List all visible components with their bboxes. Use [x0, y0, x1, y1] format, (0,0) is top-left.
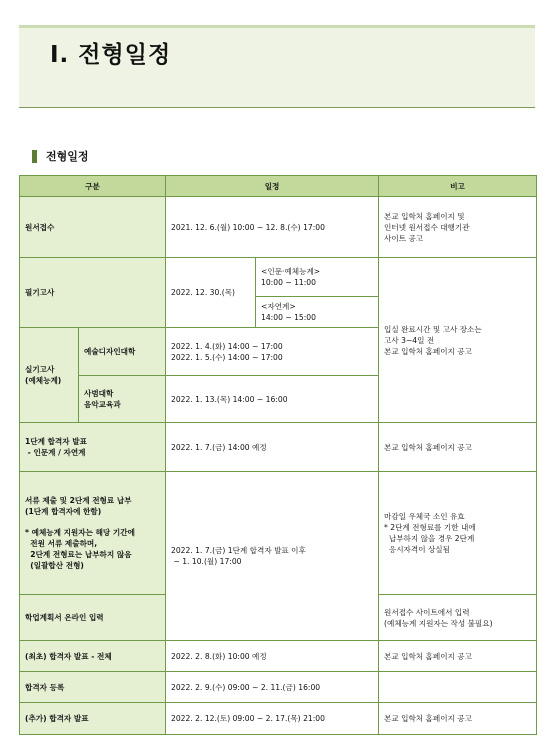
table-row: [20, 258, 537, 297]
schedule-table: [19, 175, 537, 735]
category-cell: 학업계획서 온라인 입력: [20, 595, 166, 641]
note-cell: [379, 672, 537, 703]
category-line: (1단계 합격자에 한함): [25, 507, 102, 516]
time-line: <자연계>: [261, 302, 296, 311]
category-cell: [20, 328, 79, 423]
note-line: 마감일 우체국 소인 유효: [384, 512, 465, 521]
note-line: 응시자격이 상실됨: [384, 545, 450, 554]
table-row: [20, 641, 537, 672]
category-line: 실기고사: [25, 365, 55, 374]
category-line: 전원 서류 제출하며,: [25, 539, 98, 548]
table-row: [20, 472, 537, 595]
time-line: <인문·예체능계>: [261, 267, 321, 276]
section-heading: [32, 148, 89, 164]
note-line: 납부하지 않을 경우 2단계: [384, 534, 475, 543]
title-banner: [19, 25, 535, 108]
category-line: (예체능계): [25, 376, 62, 385]
note-cell: [379, 595, 537, 641]
header-note: 비고: [379, 176, 537, 197]
schedule-cell: 2022. 2. 12.(토) 09:00 ~ 2. 17.(목) 21:00: [166, 703, 379, 735]
section-marker: [32, 150, 37, 163]
category-line: 2단계 전형료는 납부하지 않음: [25, 550, 132, 559]
note-line: 인터넷 원서접수 대행기관: [384, 222, 470, 232]
schedule-line: ~ 1. 10.(월) 17:00: [171, 557, 242, 566]
table-row: [20, 672, 537, 703]
category-cell: (추가) 합격자 발표: [20, 703, 166, 735]
category-cell: 합격자 등록: [20, 672, 166, 703]
header-row: [20, 176, 537, 197]
time-line: 14:00 ~ 15:00: [261, 313, 316, 322]
schedule-cell: [166, 472, 379, 641]
schedule-cell: 2022. 2. 8.(화) 10:00 예정: [166, 641, 379, 672]
subcategory-line: 음악교육과: [84, 400, 121, 409]
header-category: 구분: [20, 176, 166, 197]
section-title: 전형일정: [46, 150, 89, 163]
time-cell: [256, 297, 379, 328]
category-line: 1단계 합격자 발표: [25, 437, 87, 446]
schedule-line: 2022. 1. 7.(금) 1단계 합격자 발표 이후: [171, 546, 306, 555]
time-cell: [256, 258, 379, 297]
category-cell: (최초) 합격자 발표 - 전체: [20, 641, 166, 672]
schedule-line: 2022. 1. 4.(화) 14:00 ~ 17:00: [171, 341, 283, 351]
note-line: (예체능계 지원자는 작성 불필요): [384, 618, 493, 628]
note-line: 본교 입학처 홈페이지 및: [384, 211, 465, 221]
note-line: * 2단계 전형료를 기한 내에: [384, 523, 476, 532]
note-cell: [379, 197, 537, 258]
schedule-cell: 2022. 1. 13.(목) 14:00 ~ 16:00: [166, 376, 379, 423]
table-row: [20, 197, 537, 258]
note-line: 본교 입학처 홈페이지 공고: [384, 346, 472, 356]
time-line: 10:00 ~ 11:00: [261, 278, 316, 287]
category-line: - 인문계 / 자연계: [25, 448, 86, 457]
category-cell: [20, 472, 166, 595]
subcategory-cell: [79, 376, 166, 423]
note-line: 원서접수 사이트에서 입력: [384, 607, 470, 617]
subcategory-cell: 예술디자인대학: [79, 328, 166, 376]
schedule-cell: [166, 328, 379, 376]
category-cell: 필기고사: [20, 258, 166, 328]
header-schedule: 일정: [166, 176, 379, 197]
schedule-cell: 2022. 12. 30.(목): [166, 258, 256, 328]
page-title: Ⅰ. 전형일정: [50, 42, 172, 68]
note-cell: 본교 입학처 홈페이지 공고: [379, 703, 537, 735]
category-line: * 예체능계 지원자는 해당 기간에: [25, 528, 135, 537]
note-line: 사이트 공고: [384, 233, 424, 243]
note-cell: [379, 472, 537, 595]
table-row: [20, 703, 537, 735]
schedule-cell: 2022. 2. 9.(수) 09:00 ~ 2. 11.(금) 16:00: [166, 672, 379, 703]
category-line: 서류 제출 및 2단계 전형료 납부: [25, 496, 132, 505]
note-cell: [379, 258, 537, 423]
note-line: 입실 완료시간 및 고사 장소는: [384, 324, 482, 334]
note-line: 고사 3~4일 전: [384, 335, 435, 345]
subcategory-line: 사범대학: [84, 389, 114, 398]
note-cell: 본교 입학처 홈페이지 공고: [379, 641, 537, 672]
category-cell: 원서접수: [20, 197, 166, 258]
category-line: (일괄합산 전형): [25, 561, 84, 570]
schedule-cell: 2021. 12. 6.(월) 10:00 ~ 12. 8.(수) 17:00: [166, 197, 379, 258]
note-cell: 본교 입학처 홈페이지 공고: [379, 423, 537, 472]
schedule-line: 2022. 1. 5.(수) 14:00 ~ 17:00: [171, 352, 283, 362]
schedule-cell: 2022. 1. 7.(금) 14:00 예정: [166, 423, 379, 472]
category-cell: [20, 423, 166, 472]
table-row: [20, 423, 537, 472]
category-line: [25, 517, 160, 527]
